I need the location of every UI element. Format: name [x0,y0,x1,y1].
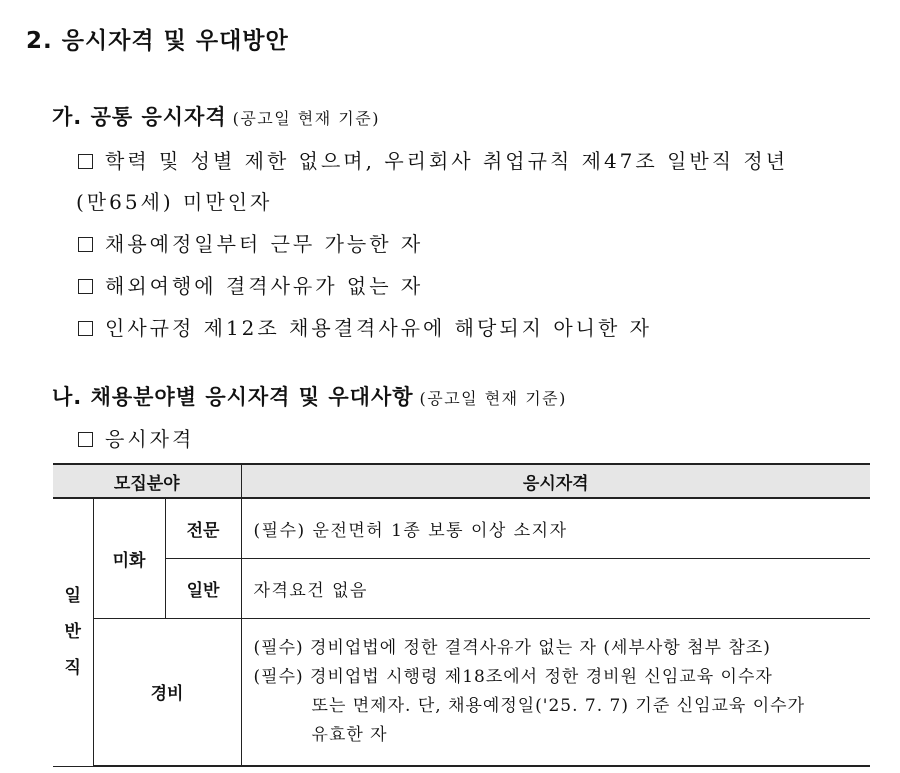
category-cell [53,498,93,766]
section-title: 2. 응시자격 및 우대방안 [26,28,289,54]
list-item [78,145,788,174]
subsection-b-heading [52,381,567,411]
qualification-table [53,463,870,767]
qualification-line: 유효한 자 [311,724,388,745]
qualification-cell: (필수) 운전면허 1종 보통 이상 소지자 [241,498,870,558]
subsection-a-note: (공고일 현재 기준) [232,109,380,128]
header-qualification: 응시자격 [241,464,870,498]
list-item [78,270,423,299]
list-item-text: 해외여행에 결격사유가 없는 자 [105,274,424,298]
subsection-a-title: 가. 공통 응시자격 [52,105,227,129]
qualification-line: (필수) 경비업법 시행령 제18조에서 정한 경비원 신임교육 이수자 [253,666,773,687]
checkbox-square-icon [78,279,93,294]
list-item [78,228,423,257]
subfield-jeonmun: 전문 [165,498,241,558]
checkbox-square-icon [78,432,93,447]
header-field: 모집분야 [53,464,241,498]
subsection-a-heading [52,101,380,131]
qualification-line: (필수) 경비업법에 정한 결격사유가 없는 자 (세부사항 첨부 참조) [253,637,771,658]
checkbox-square-icon [78,237,93,252]
list-item-text: 인사규정 제12조 채용결격사유에 해당되지 아니한 자 [105,316,652,340]
field-gyeongbi: 경비 [93,618,241,766]
list-item [78,423,194,452]
list-item [78,312,652,341]
subsection-b-title: 나. 채용분야별 응시자격 및 우대사항 [52,385,414,409]
table-row [53,498,870,558]
field-mihwa: 미화 [93,498,165,618]
qualification-cell: 자격요건 없음 [241,558,870,618]
qualification-line: 또는 면제자. 단, 채용예정일('25. 7. 7) 기준 신임교육 이수가 [311,695,806,716]
subfield-ilban: 일반 [165,558,241,618]
category-label: 일반직 [64,586,81,679]
list-item-text: 학력 및 성별 제한 없으며, 우리회사 취업규칙 제47조 일반직 정년 [105,149,789,173]
table-row [53,558,870,618]
list-item-text: 채용예정일부터 근무 가능한 자 [105,232,424,256]
list-item-text: (만65세) 미만인자 [76,190,273,214]
table-header-row [53,464,870,498]
subsection-b-note: (공고일 현재 기준) [419,389,567,408]
list-item-text: 응시자격 [105,427,195,451]
list-item-continuation [76,186,272,215]
qualification-cell [241,618,870,766]
table-row [53,618,870,766]
checkbox-square-icon [78,154,93,169]
checkbox-square-icon [78,321,93,336]
